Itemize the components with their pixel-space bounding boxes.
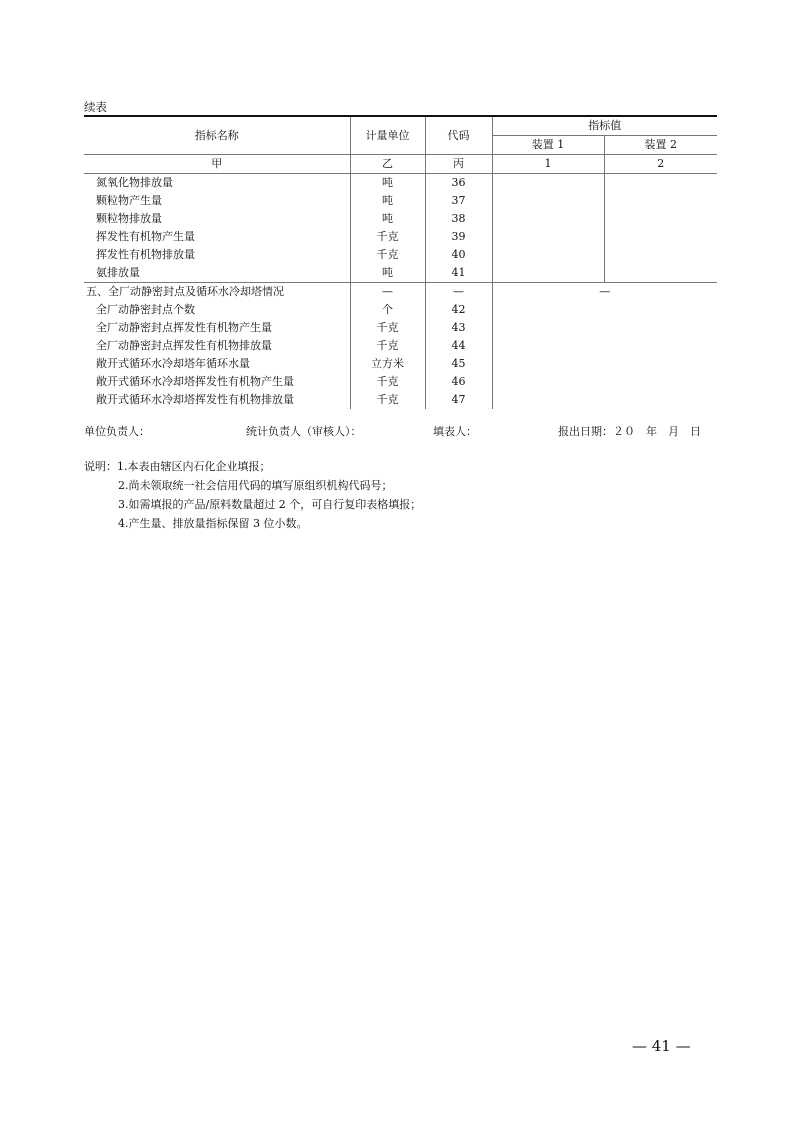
header-unit: 计量单位 (350, 116, 425, 155)
value-cell-device-1[interactable] (492, 192, 604, 210)
notes-prefix: 说明： (84, 460, 117, 473)
row-unit: 千克 (350, 228, 425, 246)
value-cell-device-2[interactable] (604, 174, 717, 193)
row-name: 挥发性有机物排放量 (84, 246, 350, 264)
value-cell-device-2[interactable] (604, 192, 717, 210)
row-code: 39 (425, 228, 492, 246)
value-cell-device-2[interactable] (604, 264, 717, 283)
header-indicator-value: 指标值 (492, 116, 717, 136)
table-row (84, 192, 717, 210)
indicator-table (84, 115, 717, 409)
col-id-name: 甲 (84, 155, 350, 174)
section-value: — (492, 283, 717, 410)
row-code: 43 (425, 319, 492, 337)
note-item: 1.本表由辖区内石化企业填报； (117, 460, 271, 473)
row-code: 46 (425, 373, 492, 391)
note-item: 3.如需填报的产品/原料数量超过 2 个，可自行复印表格填报； (118, 498, 422, 511)
row-code: 44 (425, 337, 492, 355)
header-device-2: 装置 2 (604, 136, 717, 155)
value-cell-device-1[interactable] (492, 246, 604, 264)
row-code: 42 (425, 301, 492, 319)
notes-block (84, 457, 421, 533)
row-code: 47 (425, 391, 492, 409)
col-id-v1: 1 (492, 155, 604, 174)
header-code: 代码 (425, 116, 492, 155)
value-cell-device-1[interactable] (492, 264, 604, 283)
row-unit: 千克 (350, 246, 425, 264)
section-title: 五、全厂动静密封点及循环水冷却塔情况 (84, 283, 350, 302)
row-name: 氮氧化物排放量 (84, 174, 350, 193)
row-name: 氨排放量 (84, 264, 350, 283)
stat-head-label: 统计负责人（审核人）： (246, 425, 362, 438)
section-row (84, 283, 717, 302)
value-cell-device-2[interactable] (604, 228, 717, 246)
row-code: 36 (425, 174, 492, 193)
section-unit: — (350, 283, 425, 302)
continuation-label: 续表 (84, 100, 107, 114)
filler-label: 填表人： (433, 425, 477, 438)
value-cell-device-1[interactable] (492, 228, 604, 246)
col-id-unit: 乙 (350, 155, 425, 174)
row-unit: 千克 (350, 373, 425, 391)
row-unit: 吨 (350, 174, 425, 193)
col-id-code: 丙 (425, 155, 492, 174)
row-name: 全厂动静密封点挥发性有机物排放量 (84, 337, 350, 355)
value-cell-device-1[interactable] (492, 174, 604, 193)
page-number: — 41 — (632, 1037, 691, 1055)
header-indicator-name: 指标名称 (84, 116, 350, 155)
row-name: 全厂动静密封点个数 (84, 301, 350, 319)
row-unit: 立方米 (350, 355, 425, 373)
row-code: 40 (425, 246, 492, 264)
col-id-v2: 2 (604, 155, 717, 174)
row-name: 敞开式循环水冷却塔挥发性有机物排放量 (84, 391, 350, 409)
section-code: — (425, 283, 492, 302)
signature-row (84, 423, 717, 439)
note-item: 2.尚未领取统一社会信用代码的填写原组织机构代码号； (118, 479, 393, 492)
row-unit: 千克 (350, 319, 425, 337)
row-name: 颗粒物产生量 (84, 192, 350, 210)
report-date-label: 报出日期：２０ 年 月 日 (558, 425, 701, 438)
table-row (84, 210, 717, 228)
row-unit: 吨 (350, 264, 425, 283)
table-row (84, 246, 717, 264)
row-unit: 个 (350, 301, 425, 319)
row-code: 41 (425, 264, 492, 283)
table-row (84, 228, 717, 246)
value-cell-device-1[interactable] (492, 210, 604, 228)
row-name: 敞开式循环水冷却塔年循环水量 (84, 355, 350, 373)
table-row (84, 264, 717, 283)
note-item: 4.产生量、排放量指标保留 3 位小数。 (118, 517, 308, 530)
row-name: 颗粒物排放量 (84, 210, 350, 228)
table-row (84, 174, 717, 193)
row-name: 敞开式循环水冷却塔挥发性有机物产生量 (84, 373, 350, 391)
value-cell-device-2[interactable] (604, 246, 717, 264)
row-unit: 千克 (350, 337, 425, 355)
value-cell-device-2[interactable] (604, 210, 717, 228)
row-name: 全厂动静密封点挥发性有机物产生量 (84, 319, 350, 337)
row-name: 挥发性有机物产生量 (84, 228, 350, 246)
row-unit: 吨 (350, 210, 425, 228)
row-code: 37 (425, 192, 492, 210)
row-code: 38 (425, 210, 492, 228)
row-code: 45 (425, 355, 492, 373)
row-unit: 吨 (350, 192, 425, 210)
header-device-1: 装置 1 (492, 136, 604, 155)
unit-head-label: 单位负责人： (84, 425, 150, 438)
row-unit: 千克 (350, 391, 425, 409)
